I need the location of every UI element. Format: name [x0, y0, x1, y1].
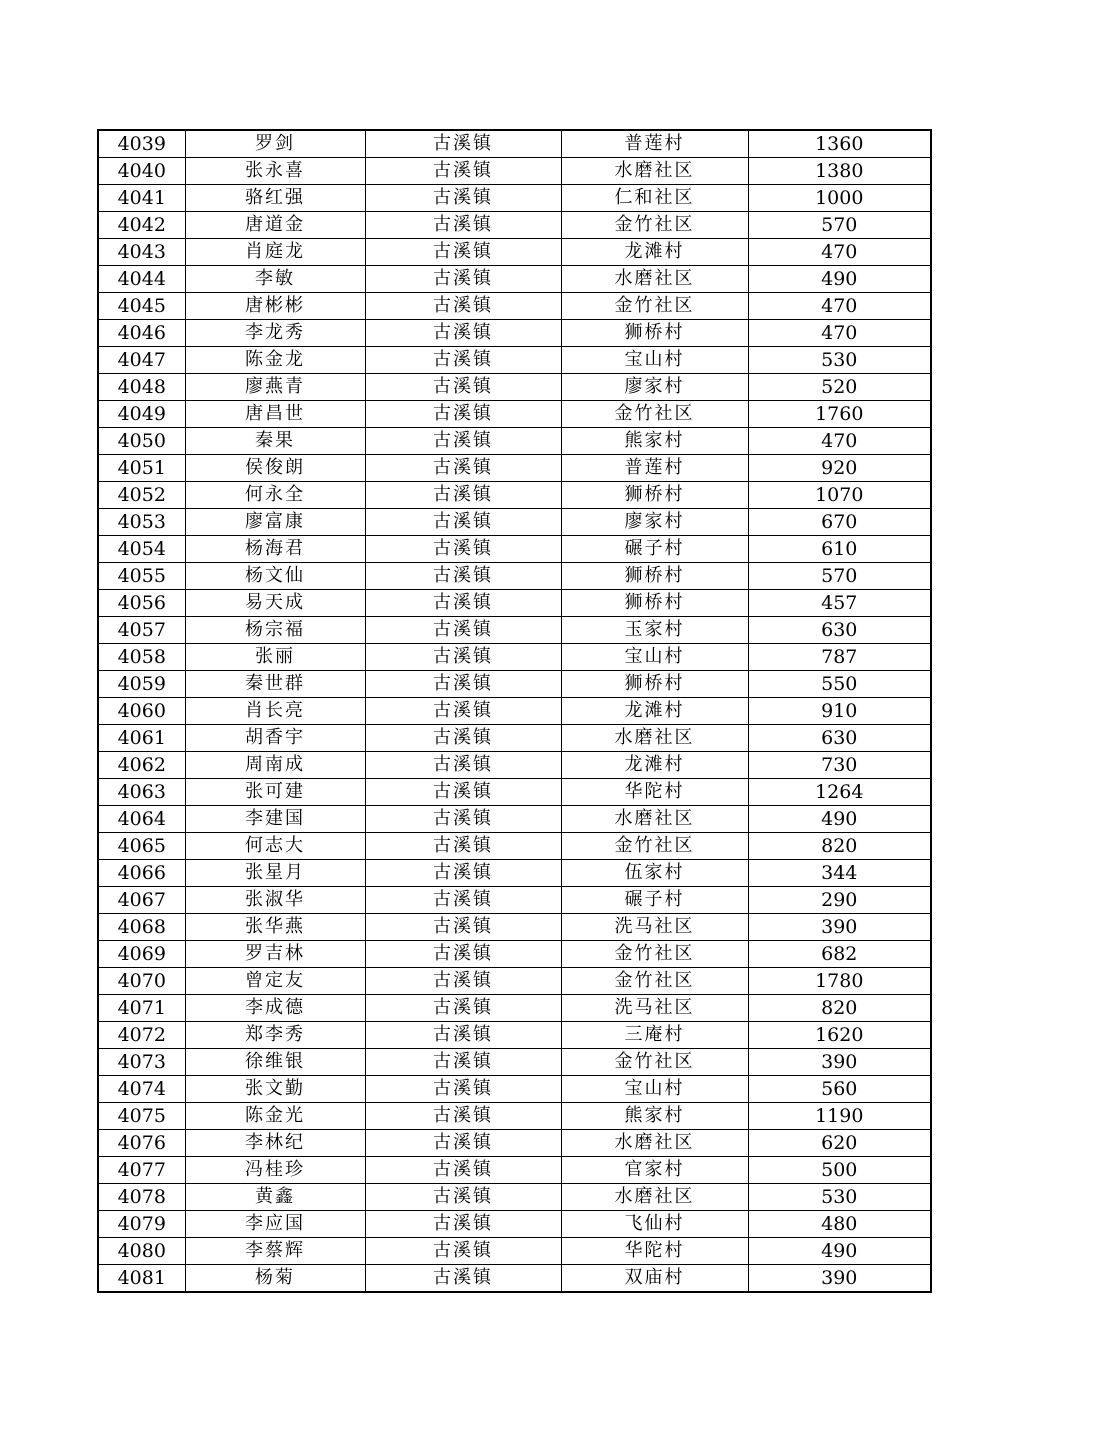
person-name-cell: 易天成 [185, 590, 365, 617]
village-cell: 狮桥村 [561, 563, 748, 590]
village-cell: 宝山村 [561, 644, 748, 671]
person-name-cell: 徐维银 [185, 1049, 365, 1076]
row-id-cell: 4062 [98, 752, 185, 779]
amount-cell: 682 [748, 941, 931, 968]
table-row [98, 401, 931, 428]
amount-cell: 520 [748, 374, 931, 401]
table-row [98, 887, 931, 914]
table-row [98, 806, 931, 833]
town-cell: 古溪镇 [365, 914, 561, 941]
village-cell: 双庙村 [561, 1265, 748, 1293]
row-id-cell: 4066 [98, 860, 185, 887]
table-row [98, 590, 931, 617]
row-id-cell: 4076 [98, 1130, 185, 1157]
row-id-cell: 4065 [98, 833, 185, 860]
table-row [98, 563, 931, 590]
row-id-cell: 4081 [98, 1265, 185, 1293]
person-name-cell: 张丽 [185, 644, 365, 671]
table-row [98, 428, 931, 455]
row-id-cell: 4057 [98, 617, 185, 644]
town-cell: 古溪镇 [365, 860, 561, 887]
amount-cell: 1190 [748, 1103, 931, 1130]
village-cell: 洗马社区 [561, 995, 748, 1022]
village-cell: 金竹社区 [561, 1049, 748, 1076]
table-row [98, 130, 931, 158]
village-cell: 飞仙村 [561, 1211, 748, 1238]
amount-cell: 630 [748, 725, 931, 752]
person-name-cell: 张华燕 [185, 914, 365, 941]
person-name-cell: 李成德 [185, 995, 365, 1022]
town-cell: 古溪镇 [365, 752, 561, 779]
town-cell: 古溪镇 [365, 536, 561, 563]
amount-cell: 1000 [748, 185, 931, 212]
village-cell: 狮桥村 [561, 482, 748, 509]
row-id-cell: 4080 [98, 1238, 185, 1265]
town-cell: 古溪镇 [365, 1076, 561, 1103]
town-cell: 古溪镇 [365, 1103, 561, 1130]
table-row [98, 1157, 931, 1184]
table-row [98, 320, 931, 347]
person-name-cell: 唐彬彬 [185, 293, 365, 320]
town-cell: 古溪镇 [365, 1049, 561, 1076]
row-id-cell: 4071 [98, 995, 185, 1022]
person-name-cell: 陈金龙 [185, 347, 365, 374]
table-row [98, 779, 931, 806]
row-id-cell: 4050 [98, 428, 185, 455]
village-cell: 宝山村 [561, 1076, 748, 1103]
amount-cell: 390 [748, 1049, 931, 1076]
table-row [98, 455, 931, 482]
person-name-cell: 张星月 [185, 860, 365, 887]
village-cell: 廖家村 [561, 509, 748, 536]
table-row [98, 644, 931, 671]
person-name-cell: 李建国 [185, 806, 365, 833]
village-cell: 碾子村 [561, 536, 748, 563]
amount-cell: 490 [748, 266, 931, 293]
person-name-cell: 秦世群 [185, 671, 365, 698]
amount-cell: 530 [748, 1184, 931, 1211]
row-id-cell: 4048 [98, 374, 185, 401]
person-name-cell: 杨菊 [185, 1265, 365, 1293]
table-row [98, 941, 931, 968]
row-id-cell: 4053 [98, 509, 185, 536]
village-cell: 伍家村 [561, 860, 748, 887]
table-row [98, 158, 931, 185]
table-row [98, 1022, 931, 1049]
person-name-cell: 冯桂珍 [185, 1157, 365, 1184]
village-cell: 狮桥村 [561, 320, 748, 347]
person-name-cell: 李应国 [185, 1211, 365, 1238]
village-cell: 金竹社区 [561, 212, 748, 239]
table-row [98, 266, 931, 293]
row-id-cell: 4059 [98, 671, 185, 698]
town-cell: 古溪镇 [365, 833, 561, 860]
row-id-cell: 4046 [98, 320, 185, 347]
table-row [98, 725, 931, 752]
town-cell: 古溪镇 [365, 725, 561, 752]
person-name-cell: 张可建 [185, 779, 365, 806]
row-id-cell: 4044 [98, 266, 185, 293]
table-row [98, 1211, 931, 1238]
amount-cell: 1780 [748, 968, 931, 995]
amount-cell: 490 [748, 806, 931, 833]
town-cell: 古溪镇 [365, 1184, 561, 1211]
town-cell: 古溪镇 [365, 806, 561, 833]
row-id-cell: 4054 [98, 536, 185, 563]
amount-cell: 470 [748, 293, 931, 320]
village-cell: 玉家村 [561, 617, 748, 644]
village-cell: 金竹社区 [561, 968, 748, 995]
person-name-cell: 罗剑 [185, 130, 365, 158]
row-id-cell: 4045 [98, 293, 185, 320]
amount-cell: 480 [748, 1211, 931, 1238]
town-cell: 古溪镇 [365, 293, 561, 320]
town-cell: 古溪镇 [365, 1022, 561, 1049]
row-id-cell: 4042 [98, 212, 185, 239]
village-cell: 水磨社区 [561, 806, 748, 833]
row-id-cell: 4052 [98, 482, 185, 509]
town-cell: 古溪镇 [365, 887, 561, 914]
village-cell: 水磨社区 [561, 1130, 748, 1157]
table-row [98, 347, 931, 374]
town-cell: 古溪镇 [365, 779, 561, 806]
row-id-cell: 4077 [98, 1157, 185, 1184]
amount-cell: 1070 [748, 482, 931, 509]
town-cell: 古溪镇 [365, 185, 561, 212]
row-id-cell: 4063 [98, 779, 185, 806]
table-row [98, 1130, 931, 1157]
amount-cell: 470 [748, 320, 931, 347]
amount-cell: 390 [748, 1265, 931, 1293]
person-name-cell: 秦果 [185, 428, 365, 455]
row-id-cell: 4041 [98, 185, 185, 212]
town-cell: 古溪镇 [365, 509, 561, 536]
person-name-cell: 杨宗福 [185, 617, 365, 644]
town-cell: 古溪镇 [365, 617, 561, 644]
row-id-cell: 4078 [98, 1184, 185, 1211]
village-cell: 水磨社区 [561, 266, 748, 293]
person-name-cell: 张文勤 [185, 1076, 365, 1103]
amount-cell: 290 [748, 887, 931, 914]
town-cell: 古溪镇 [365, 563, 561, 590]
town-cell: 古溪镇 [365, 968, 561, 995]
row-id-cell: 4068 [98, 914, 185, 941]
amount-cell: 570 [748, 563, 931, 590]
table-row [98, 212, 931, 239]
amount-cell: 1620 [748, 1022, 931, 1049]
village-cell: 三庵村 [561, 1022, 748, 1049]
village-cell: 熊家村 [561, 428, 748, 455]
table-row [98, 482, 931, 509]
row-id-cell: 4047 [98, 347, 185, 374]
person-name-cell: 唐道金 [185, 212, 365, 239]
person-name-cell: 杨海君 [185, 536, 365, 563]
village-cell: 普莲村 [561, 130, 748, 158]
row-id-cell: 4051 [98, 455, 185, 482]
town-cell: 古溪镇 [365, 644, 561, 671]
person-name-cell: 何永全 [185, 482, 365, 509]
amount-cell: 1360 [748, 130, 931, 158]
person-name-cell: 唐昌世 [185, 401, 365, 428]
village-cell: 仁和社区 [561, 185, 748, 212]
row-id-cell: 4074 [98, 1076, 185, 1103]
town-cell: 古溪镇 [365, 158, 561, 185]
village-cell: 狮桥村 [561, 590, 748, 617]
town-cell: 古溪镇 [365, 347, 561, 374]
row-id-cell: 4055 [98, 563, 185, 590]
table-row [98, 293, 931, 320]
row-id-cell: 4043 [98, 239, 185, 266]
village-cell: 廖家村 [561, 374, 748, 401]
table-row [98, 860, 931, 887]
town-cell: 古溪镇 [365, 1130, 561, 1157]
amount-cell: 490 [748, 1238, 931, 1265]
person-name-cell: 侯俊朗 [185, 455, 365, 482]
amount-cell: 670 [748, 509, 931, 536]
person-name-cell: 胡香宇 [185, 725, 365, 752]
amount-cell: 610 [748, 536, 931, 563]
amount-cell: 620 [748, 1130, 931, 1157]
row-id-cell: 4073 [98, 1049, 185, 1076]
table-row [98, 1265, 931, 1293]
row-id-cell: 4056 [98, 590, 185, 617]
town-cell: 古溪镇 [365, 266, 561, 293]
amount-cell: 550 [748, 671, 931, 698]
table-row [98, 995, 931, 1022]
village-cell: 金竹社区 [561, 401, 748, 428]
table-row [98, 752, 931, 779]
amount-cell: 457 [748, 590, 931, 617]
table-row [98, 1103, 931, 1130]
village-cell: 熊家村 [561, 1103, 748, 1130]
amount-cell: 560 [748, 1076, 931, 1103]
table-row [98, 374, 931, 401]
village-cell: 金竹社区 [561, 941, 748, 968]
person-name-cell: 黄鑫 [185, 1184, 365, 1211]
amount-cell: 1264 [748, 779, 931, 806]
village-cell: 洗马社区 [561, 914, 748, 941]
row-id-cell: 4058 [98, 644, 185, 671]
person-name-cell: 杨文仙 [185, 563, 365, 590]
person-name-cell: 骆红强 [185, 185, 365, 212]
person-name-cell: 肖庭龙 [185, 239, 365, 266]
amount-cell: 344 [748, 860, 931, 887]
table-row [98, 833, 931, 860]
village-cell: 金竹社区 [561, 293, 748, 320]
person-name-cell: 廖燕青 [185, 374, 365, 401]
amount-cell: 920 [748, 455, 931, 482]
town-cell: 古溪镇 [365, 1238, 561, 1265]
village-cell: 碾子村 [561, 887, 748, 914]
person-name-cell: 周南成 [185, 752, 365, 779]
person-name-cell: 张淑华 [185, 887, 365, 914]
row-id-cell: 4049 [98, 401, 185, 428]
town-cell: 古溪镇 [365, 1157, 561, 1184]
row-id-cell: 4040 [98, 158, 185, 185]
amount-cell: 820 [748, 995, 931, 1022]
town-cell: 古溪镇 [365, 995, 561, 1022]
town-cell: 古溪镇 [365, 1211, 561, 1238]
table-row [98, 536, 931, 563]
town-cell: 古溪镇 [365, 374, 561, 401]
amount-cell: 820 [748, 833, 931, 860]
town-cell: 古溪镇 [365, 590, 561, 617]
amount-cell: 470 [748, 239, 931, 266]
village-cell: 水磨社区 [561, 1184, 748, 1211]
amount-cell: 1380 [748, 158, 931, 185]
person-name-cell: 何志大 [185, 833, 365, 860]
person-name-cell: 曾定友 [185, 968, 365, 995]
village-cell: 水磨社区 [561, 158, 748, 185]
person-name-cell: 李龙秀 [185, 320, 365, 347]
town-cell: 古溪镇 [365, 428, 561, 455]
village-cell: 龙滩村 [561, 752, 748, 779]
amount-cell: 1760 [748, 401, 931, 428]
table-row [98, 185, 931, 212]
town-cell: 古溪镇 [365, 401, 561, 428]
amount-cell: 910 [748, 698, 931, 725]
amount-cell: 470 [748, 428, 931, 455]
village-cell: 华陀村 [561, 1238, 748, 1265]
village-cell: 普莲村 [561, 455, 748, 482]
row-id-cell: 4079 [98, 1211, 185, 1238]
village-cell: 宝山村 [561, 347, 748, 374]
person-name-cell: 肖长亮 [185, 698, 365, 725]
town-cell: 古溪镇 [365, 455, 561, 482]
row-id-cell: 4070 [98, 968, 185, 995]
table-row [98, 1184, 931, 1211]
row-id-cell: 4039 [98, 130, 185, 158]
person-name-cell: 李林纪 [185, 1130, 365, 1157]
table-row [98, 1238, 931, 1265]
town-cell: 古溪镇 [365, 212, 561, 239]
table-row [98, 914, 931, 941]
amount-cell: 530 [748, 347, 931, 374]
row-id-cell: 4072 [98, 1022, 185, 1049]
village-cell: 水磨社区 [561, 725, 748, 752]
table-row [98, 698, 931, 725]
roster-table-body [98, 130, 931, 1292]
town-cell: 古溪镇 [365, 698, 561, 725]
table-row [98, 968, 931, 995]
person-name-cell: 张永喜 [185, 158, 365, 185]
town-cell: 古溪镇 [365, 482, 561, 509]
village-cell: 狮桥村 [561, 671, 748, 698]
person-name-cell: 李敏 [185, 266, 365, 293]
person-name-cell: 李蔡辉 [185, 1238, 365, 1265]
row-id-cell: 4061 [98, 725, 185, 752]
table-row [98, 617, 931, 644]
village-cell: 华陀村 [561, 779, 748, 806]
amount-cell: 500 [748, 1157, 931, 1184]
village-cell: 龙滩村 [561, 698, 748, 725]
table-row [98, 509, 931, 536]
row-id-cell: 4067 [98, 887, 185, 914]
amount-cell: 630 [748, 617, 931, 644]
amount-cell: 570 [748, 212, 931, 239]
village-cell: 官家村 [561, 1157, 748, 1184]
table-row [98, 239, 931, 266]
row-id-cell: 4064 [98, 806, 185, 833]
town-cell: 古溪镇 [365, 1265, 561, 1293]
table-row [98, 671, 931, 698]
amount-cell: 390 [748, 914, 931, 941]
amount-cell: 787 [748, 644, 931, 671]
person-name-cell: 廖富康 [185, 509, 365, 536]
town-cell: 古溪镇 [365, 671, 561, 698]
town-cell: 古溪镇 [365, 130, 561, 158]
table-row [98, 1049, 931, 1076]
village-cell: 金竹社区 [561, 833, 748, 860]
row-id-cell: 4060 [98, 698, 185, 725]
row-id-cell: 4069 [98, 941, 185, 968]
person-name-cell: 郑李秀 [185, 1022, 365, 1049]
roster-table [97, 129, 932, 1293]
table-row [98, 1076, 931, 1103]
amount-cell: 730 [748, 752, 931, 779]
town-cell: 古溪镇 [365, 239, 561, 266]
person-name-cell: 陈金光 [185, 1103, 365, 1130]
row-id-cell: 4075 [98, 1103, 185, 1130]
town-cell: 古溪镇 [365, 320, 561, 347]
village-cell: 龙滩村 [561, 239, 748, 266]
town-cell: 古溪镇 [365, 941, 561, 968]
person-name-cell: 罗吉林 [185, 941, 365, 968]
